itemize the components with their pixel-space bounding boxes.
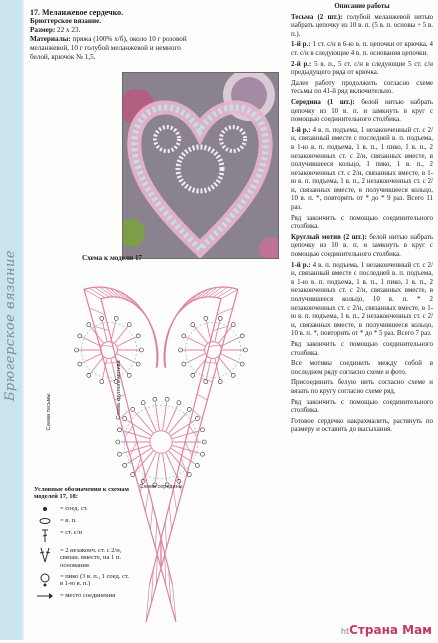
center-motif-label: Схема середины [139,484,182,490]
work-paragraph [291,41,433,58]
tape-stitch [169,505,171,529]
legend-item-text: = в. п. [60,517,77,524]
work-paragraph [291,418,433,435]
work-paragraph [291,341,433,358]
tape-stitch [145,490,148,512]
tape-stitch [197,394,207,400]
left-round-motif-picot [75,348,79,352]
double-crochet-icon [34,529,56,543]
center-motif-ray [155,454,159,482]
right-round-motif-ray [186,354,205,363]
paragraph-text: Все мотивы соединить между собой в последнем ряду согласно схеме и фото. [291,360,433,376]
tape-stitch [130,442,137,456]
legend-item [34,517,129,525]
legend-item-text: = 2 незаконч. ст. с 2/н, связан. вместе, на 1 п. основания [60,547,129,569]
paragraph-text: Готовое сердечко накрахмалить, растянуть по размеру и оставить до высыхания. [291,418,433,434]
legend-item [34,573,129,588]
cluster-stitch-icon [34,547,56,563]
pattern-header [30,8,190,63]
picot-icon [34,573,56,587]
tape-stitch [173,490,176,512]
center-motif-picot [118,452,122,456]
chain-stitch-icon [34,505,56,513]
tape-stitch [193,410,202,419]
left-round-motif-ray [102,321,107,341]
left-round-motif-ray [111,321,116,341]
join-arrow-icon [34,592,56,600]
left-round-motif-ray [115,327,128,344]
right-round-motif-ray [186,337,205,346]
center-motif-ray [155,402,159,430]
paragraph-text: Ряд закончить с помощью соединительного столбика. [291,215,433,231]
right-round-motif-picot [179,348,183,352]
left-round-motif-picot [100,380,104,384]
paragraph-lead: Круглый мотив (2 шт.): [291,234,367,241]
legend-item-text: = место соединения [60,592,115,599]
left-round-motif-ray [90,357,103,374]
right-round-motif-ray [215,321,220,341]
paragraph-lead: Середина (1 шт.): [291,99,355,106]
work-paragraph [291,215,433,232]
right-round-motif-picot [191,373,195,377]
paragraph-text: 4 в. п. подъема, 1 незаконченный ст. с 2/н, связанный вместе с последней в. п. подъема, в 1-ю в. п. подъема, 1 в. п., 1 пико, 1 в. п., 2 незаконченных ст. с 2/н, связанных вместе, в получившееся кольцо, 1 пико, 1 в. п., 2 незаконченных ст. с 2/н, связанных вместе, в 1-ю в. п. подъема, 1 в. п., 2 незаконченных ст. с 2/н, связанных вместе, в получившееся кольцо, 10 в. п. *, повторить от * до * 9 раз. Всего 11 раз. [291,127,433,211]
paragraph-text: Далее работу продолжить согласно схеме тесьмы по 41-й ряд включительно. [291,80,433,96]
legend-item [34,505,129,513]
right-round-motif-ray [206,321,211,341]
center-motif-ray [135,412,153,433]
right-round-motif-picot [204,316,208,320]
center-motif-ray [166,453,178,479]
size-label: Размер: [30,26,55,34]
work-heading: Описание работы [291,3,433,12]
watermark-site: Страна Мам [349,623,432,637]
left-round-motif-picot [136,334,140,338]
tape-stitch [185,442,192,456]
paragraph-text: Ряд закончить с помощью соединительного столбика. [291,341,433,357]
round-motif-label: Схема круглого мотива [116,359,122,419]
center-motif-picot [153,397,157,401]
right-round-motif-picot [218,316,222,320]
left-round-motif-picot [78,334,82,338]
left-round-motif-picot [139,348,143,352]
paragraph-text: Ряд закончить с помощью соединительного столбика. [291,399,433,415]
paragraph-text: 4 в. п. подъема, 1 незаконченный ст. с 2/н, связанный вместе с последней в. п. подъема, в 1-ю в. п. подъема, 1 в. п., 1 пико, 1 в. п., 2 незаконченных ст. с 2/н, связанных вместе, в получившееся кольцо, 10 в. п. * 2 незаконченных ст. с 2/н, связанных вместе, в 1-ю в. п. подъема, 1 в. п., 2 незаконченных ст. с 2/н, связанных вместе, в получившееся кольцо, 10 в. п. *, повторить от * до * 5 раз. Всего 7 раз. [291,262,433,338]
tape-right-outer [146,287,238,622]
work-description [291,3,433,437]
right-round-motif-ray [221,354,240,363]
center-motif-ray [144,406,156,432]
center-motif-picot [201,428,205,432]
schema-title: Схема к модели 17 [82,254,142,262]
tape-stitch [142,310,146,317]
work-paragraph [291,399,433,416]
right-round-motif-picot [243,348,247,352]
pattern-title: 17. Меланжевое сердечко. [30,8,190,17]
left-round-motif-picot [78,362,82,366]
center-motif-ray [163,454,167,482]
size-value: 22 х 23. [57,26,80,34]
tape-stitch [176,310,180,317]
paragraph-lead: 2-й р.: [291,61,311,68]
center-motif-ray [166,406,178,432]
paragraph-text: 5 в. п., 5 ст. с/н в следующие 5 ст. с/н предыдущего ряда от крючка. [291,61,433,77]
work-paragraph [291,61,433,78]
tape-label: Схема тесьмы [46,393,52,430]
right-round-motif-picot [218,380,222,384]
legend-item-text: = соед. ст. [60,505,88,512]
paragraph-text: белой нитью набрать цепочку из 10 в. п. и замкнуть в круг с помощью соединительного столбика. [291,234,433,258]
work-paragraph [291,234,433,260]
watermark-prefix: ht [341,627,349,636]
right-round-motif-picot [191,323,195,327]
work-paragraph [291,99,433,125]
legend-item [34,592,129,600]
right-round-motif-picot [231,323,235,327]
paragraph-lead: 1-й р.: [291,262,311,269]
tape-stitch [94,326,109,330]
left-round-motif-picot [87,323,91,327]
left-round-motif-picot [114,316,118,320]
tape-stitch [165,521,166,548]
left-round-motif-picot [136,362,140,366]
right-round-motif-picot [204,380,208,384]
center-motif-picot [123,463,127,467]
center-motif-picot [131,407,135,411]
right-round-motif-ray [219,357,232,374]
left-round-motif-picot [87,373,91,377]
work-paragraph [291,80,433,97]
tape-stitch [217,308,233,315]
left-round-motif-picot [127,373,131,377]
center-motif-ray [144,453,156,479]
center-motif-center-ring [150,431,172,453]
paragraph-text: Присоединить белую нить согласно схеме и вязать по кругу согласно схеме ряд. [291,379,433,395]
center-motif-picot [195,463,199,467]
paragraph-text: 1 ст. с/н в 6-ю в. п. цепочки от крючка, 4 ст. с/н в следующие 4 в. п. основания цепочки. [291,41,433,57]
tape-stitch [89,308,105,315]
right-round-motif-center-ring [205,342,222,359]
right-round-motif-picot [240,362,244,366]
center-motif-picot [201,452,205,456]
margin-stripe [22,0,24,640]
product-photo [122,72,279,259]
right-round-motif-ray [206,359,211,379]
work-paragraphs [291,14,433,435]
site-watermark [341,623,432,637]
legend-item [34,529,129,543]
work-paragraph [291,127,433,213]
work-paragraph [291,360,433,377]
paragraph-text: голубой меланжевой нитью набрать цепочку из 10 в. п. (5 в. п. основы + 5 в. п.). [291,14,433,38]
legend-items [34,505,129,600]
tape-stitch [150,505,152,529]
center-motif-ray [169,412,187,433]
center-motif-picot [141,401,145,405]
work-paragraph [291,262,433,339]
legend-item-text: = ст. с/н [60,529,82,536]
right-round-motif-ray [194,357,207,374]
left-round-motif-picot [100,316,104,320]
center-motif-picot [202,440,206,444]
left-round-motif-ray [111,359,116,379]
vertical-section-title: Брюгерское вязание [2,220,20,430]
tape-stitch [156,521,157,548]
legend [34,486,129,600]
center-motif-picot [123,417,127,421]
legend-item-text: = пико (3 в. п., 1 соед. ст. в 1-ю в. п.) [60,573,129,588]
legend-item [34,547,129,569]
right-round-motif-picot [182,362,186,366]
work-paragraph [291,379,433,396]
paragraph-lead: 1-й р.: [291,127,311,134]
right-round-motif-picot [240,334,244,338]
left-round-motif-center-ring [101,342,118,359]
center-motif-picot [118,428,122,432]
center-motif-picot [195,417,199,421]
chain-loop-icon [34,517,56,525]
left-round-motif-ray [90,327,103,344]
left-round-motif-ray [117,337,136,346]
right-round-motif-ray [219,327,232,344]
center-motif-picot [187,407,191,411]
left-round-motif-picot [127,323,131,327]
paragraph-text: белой нитью набрать цепочку из 10 в. п. и замкнуть в круг с помощью соединительного столбика. [291,99,433,123]
left-round-motif-ray [82,354,101,363]
right-round-motif-picot [182,334,186,338]
tape-right-inner [149,297,221,585]
technique: Брюггерское вязание. [30,17,190,26]
paragraph-lead: 1-й р.: [291,41,311,48]
right-round-motif-picot [231,373,235,377]
center-motif-picot [131,473,135,477]
center-motif-ray [163,402,167,430]
center-motif-picot [187,473,191,477]
tape-stitch [213,326,228,330]
legend-title: Условные обозначения к схемам моделей 17, 18: [34,486,129,501]
materials-label: Материалы: [30,35,71,43]
right-round-motif-ray [194,327,207,344]
center-motif-picot [165,397,169,401]
center-motif-picot [177,401,181,405]
materials-text: пряжа (100% х/б), около 10 г розовой меланжевой, 10 г голубой меланжевой и немного белой, крючок № 1,5. [30,35,187,61]
center-motif-picot [116,440,120,444]
work-paragraph [291,14,433,40]
lace-heart-photo [123,73,278,258]
paragraph-lead: Тесьма (2 шт.): [291,14,342,21]
